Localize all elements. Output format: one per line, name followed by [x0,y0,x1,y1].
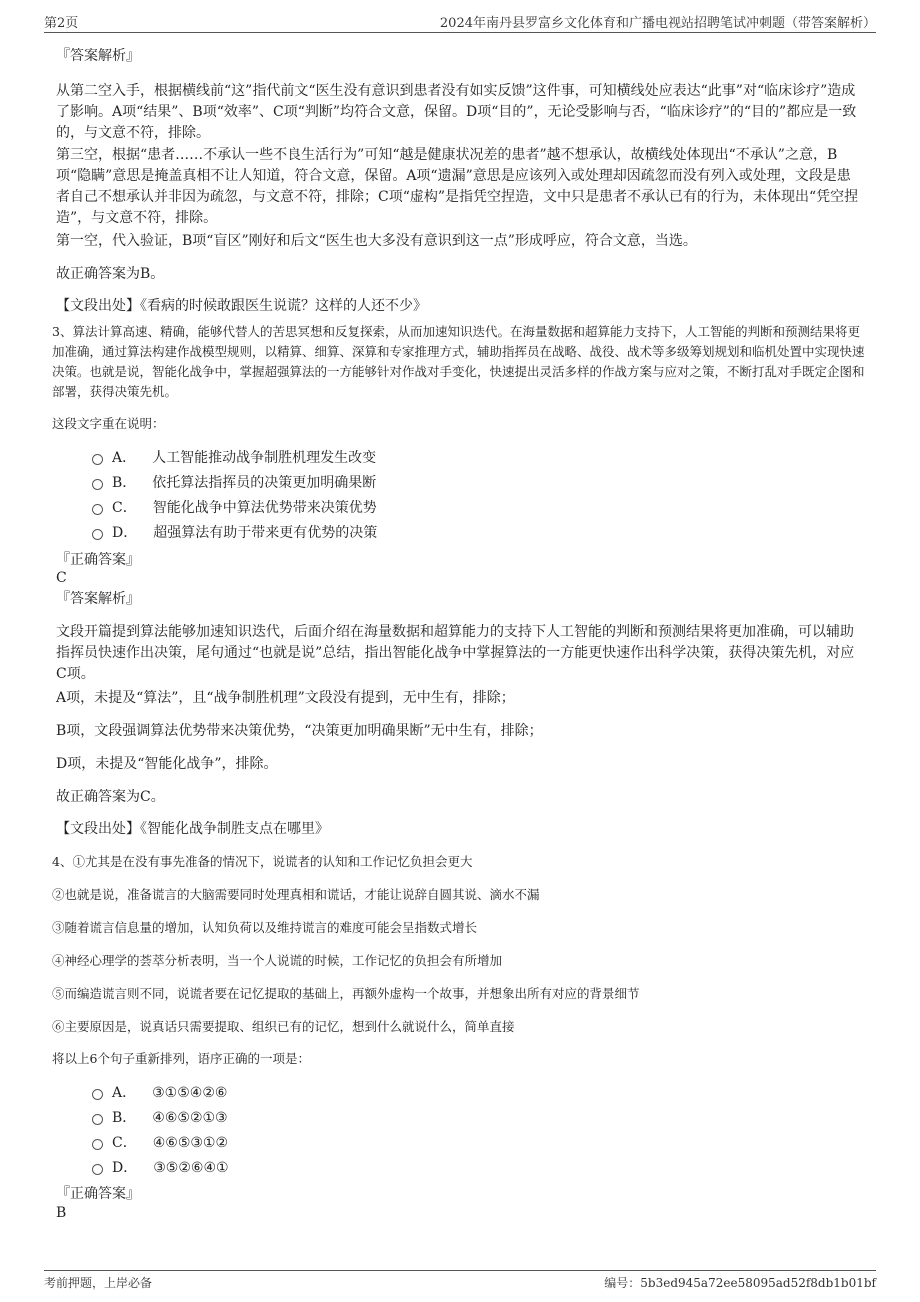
q2-analysis-label: 『答案解析』 [56,48,140,64]
q4-option-c[interactable]: C． ④⑥⑤③①② [92,1133,228,1153]
q3-answer: C [56,570,67,586]
page-footer [44,1270,876,1294]
q2-source: 【文段出处】《看病的时候敢跟医生说谎？这样的人还不少》 [56,298,427,314]
q4-sentence-1: 4、①尤其是在没有事先准备的情况下，说谎者的认知和工作记忆负担会更大 [52,854,473,869]
radio-button[interactable] [92,504,103,515]
q4-option-d[interactable]: D． ③⑤②⑥④① [92,1158,229,1178]
q3-analysis-para1: 文段开篇提到算法能够加速知识迭代，后面介绍在海量数据和超算能力的支持下人工智能的判断和预测结果将更加准确，可以辅助指挥员快速作出决策，尾句通过“也就是说”总结，指出智能化战争中掌握算法的一方能更快速作出科学决策，获得决策先机，对应C项。 [56,624,855,682]
q4-sentence-5: ⑤而编造谎言则不同，说谎者要在记忆提取的基础上，再额外虚构一个故事，并想象出所有对应的背景细节 [52,986,640,1001]
q3-question: 这段文字重在说明： [52,416,165,431]
q3-stem: 3、算法计算高速、精确，能够代替人的苦思冥想和反复探索，从而加速知识迭代。在海量数据和超算能力支持下，人工智能的判断和预测结果将更加准确，通过算法构建作战模型规则，以精算、细算、深算和专家推理方式，辅助指挥员在战略、战役、战术等多级筹划规划和临机处置中实现快速决策。也就是说，智能化战争中，掌握超强算法的一方能够针对作战对手变化，快速提出灵活多样的作战方案与应对之策，不断打乱对手既定企图和部署，获得决策先机。 [52,324,865,399]
q4-question: 将以上6个句子重新排列，语序正确的一项是： [52,1051,310,1066]
q3-option-a[interactable]: A． 人工智能推动战争制胜机理发生改变 [92,448,376,468]
q3-option-c[interactable]: C． 智能化战争中算法优势带来决策优势 [92,498,377,518]
q3-analysis-label: 『答案解析』 [56,591,140,607]
q4-sentence-3: ③随着谎言信息量的增加，认知负荷以及维持谎言的难度可能会呈指数式增长 [52,920,478,935]
page-number: 第2页 [44,16,79,31]
q3-option-d[interactable]: D． 超强算法有助于带来更有优势的决策 [92,523,377,543]
q4-sentence-2: ②也就是说，准备谎言的大脑需要同时处理真相和谎话，才能让说辞自圆其说、滴水不漏 [52,887,540,902]
document-id: 编号：5b3ed945a72ee58095ad52f8db1b01bf [604,1276,876,1290]
q4-answer-label: 『正确答案』 [56,1186,140,1202]
q3-source: 【文段出处】《智能化战争制胜支点在哪里》 [56,821,329,837]
q4-sentence-6: ⑥主要原因是，说真话只需要提取、组织已有的记忆，想到什么就说什么，简单直接 [52,1019,515,1034]
q2-analysis-para2: 第三空，根据“患者……不承认一些不良生活行为”可知“越是健康状况差的患者”越不想承认，故横线处体现出“不承认”之意，B项“隐瞒”意思是掩盖真相不让人知道，符合文意，保留。A项“遗漏”意思是应该列入或处理却因疏忽而没有列入或处理，文段是患者自己不想承认并非因为疏忽，与文意不符，排除；C项“虚构”是指凭空捏造，文中只是患者不承认已有的行为，未体现出“凭空捏造”，与文意不符，排除。 [56,147,859,226]
q2-conclusion: 故正确答案为B。 [56,266,165,282]
q4-answer: B [56,1205,67,1221]
radio-button[interactable] [92,529,103,540]
q4-option-b[interactable]: B． ④⑥⑤②①③ [92,1108,228,1128]
q4-sentence-4: ④神经心理学的荟萃分析表明，当一个人说谎的时候，工作记忆的负担会有所增加 [52,953,503,968]
radio-button[interactable] [92,479,103,490]
q4-option-a[interactable]: A． ③①⑤④②⑥ [92,1083,227,1103]
q3-analysis-para4: D项，未提及“智能化战争”，排除。 [56,756,278,772]
radio-button[interactable] [92,1114,103,1125]
q3-option-b[interactable]: B． 依托算法指挥员的决策更加明确果断 [92,473,376,493]
q3-conclusion: 故正确答案为C。 [56,789,165,805]
radio-button[interactable] [92,1164,103,1175]
q2-analysis-para1: 从第二空入手，根据横线前“这”指代前文“医生没有意识到患者没有如实反馈”这件事，可知横线处应表达“此事”对“临床诊疗”造成了影响。A项“结果”、B项“效率”、C项“判断”均符合文意，保留。D项“目的”，无论受影响与否，“临床诊疗”的“目的”都应是一致的，与文意不符，排除。 [56,83,857,141]
footer-slogan: 考前押题，上岸必备 [44,1276,153,1290]
document-title: 2024年南丹县罗富乡文化体育和广播电视站招聘笔试冲刺题（带答案解析） [439,16,876,31]
q3-analysis-para3: B项，文段强调算法优势带来决策优势，“决策更加明确果断”无中生有，排除； [56,723,543,739]
page-header [44,12,876,33]
radio-button[interactable] [92,454,103,465]
radio-button[interactable] [92,1089,103,1100]
q3-analysis-para2: A项，未提及“算法”，且“战争制胜机理”文段没有提到，无中生有，排除； [56,690,515,706]
q2-analysis-para3: 第一空，代入验证，B项“盲区”刚好和后文“医生也大多没有意识到这一点”形成呼应，符合文意，当选。 [56,233,697,249]
q3-answer-label: 『正确答案』 [56,552,140,568]
radio-button[interactable] [92,1139,103,1150]
